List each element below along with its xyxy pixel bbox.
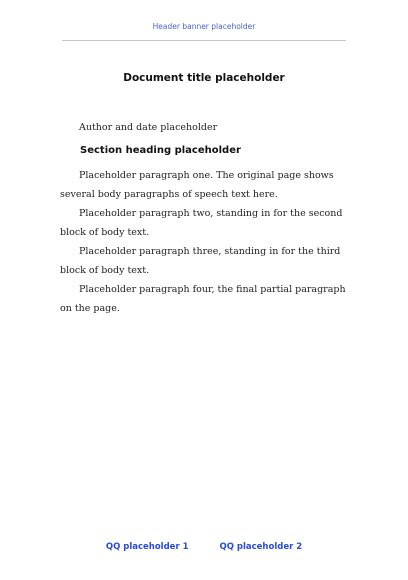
header-divider (62, 40, 346, 41)
header-banner: Header banner placeholder (152, 22, 256, 31)
body-paragraph: Placeholder paragraph three, standing in for the third block of body text. (60, 246, 341, 276)
footer-contact (0, 542, 408, 552)
qq-contact-1: QQ placeholder 1 (105, 542, 189, 552)
document-body (60, 118, 348, 318)
qq-contact-2: QQ placeholder 2 (219, 542, 303, 552)
author-line: Author and date placeholder (79, 122, 218, 133)
body-paragraph: Placeholder paragraph one. The original page shows several body paragraphs of speech text here. (60, 170, 334, 200)
body-paragraph: Placeholder paragraph two, standing in for the second block of body text. (60, 208, 343, 238)
section-heading: Section heading placeholder (80, 145, 241, 156)
body-paragraph: Placeholder paragraph four, the final partial paragraph on the page. (60, 284, 346, 314)
document-title: Document title placeholder (123, 72, 285, 84)
